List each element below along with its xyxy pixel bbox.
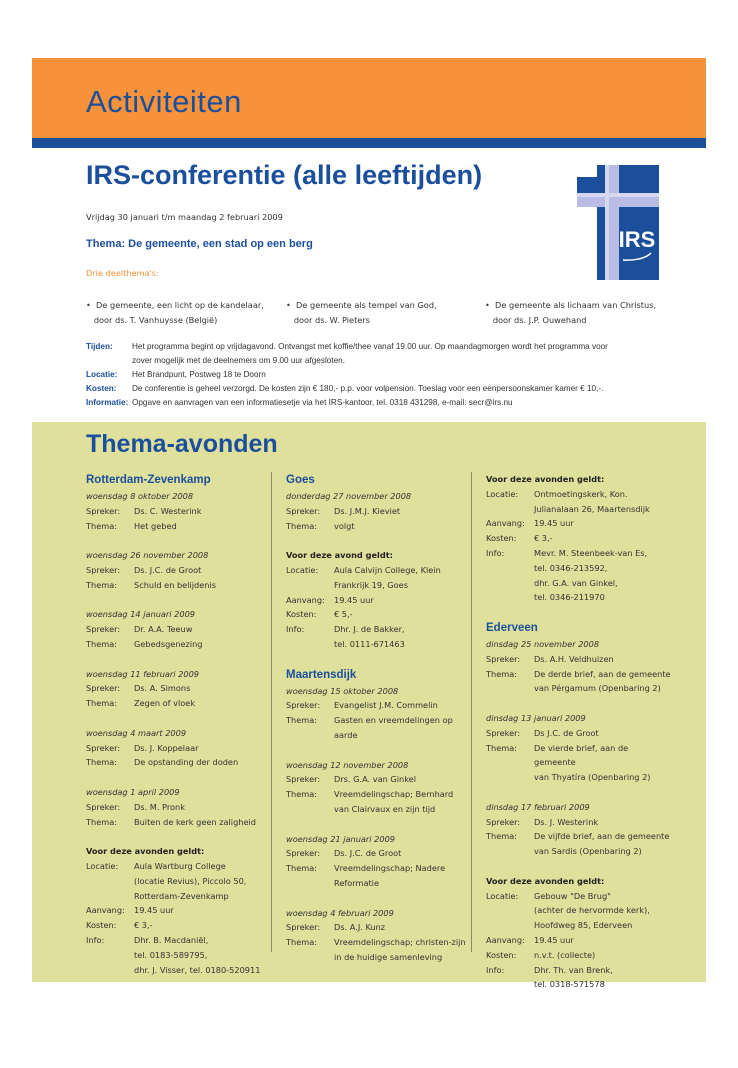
detail-row: [86, 859, 272, 903]
detail-label: Thema:: [486, 668, 517, 679]
detail-value: [134, 800, 185, 815]
subtheme-line: De gemeente als lichaam van Christus,: [495, 300, 657, 310]
detail-line: Het gebed: [134, 520, 177, 531]
detail-line: Ds. C. Westerink: [134, 505, 202, 516]
info-label: Kosten:: [86, 384, 117, 393]
detail-row: [286, 920, 472, 935]
detail-label: Aanvang:: [286, 594, 325, 605]
event-date: dinsdag 17 februari 2009: [486, 801, 590, 812]
spacer: [286, 652, 472, 667]
detail-line: van Pérgamum (Openbaring 2): [534, 683, 661, 694]
detail-value: [134, 504, 201, 519]
detail-line: in de huidige samenleving: [334, 951, 443, 962]
detail-row: [486, 667, 672, 697]
column-2: [286, 472, 472, 965]
location-heading: Ederveen: [486, 621, 538, 634]
event-date: woensdag 15 oktober 2008: [286, 685, 399, 696]
spacer: [86, 829, 272, 844]
detail-value: [334, 622, 405, 652]
detail-line: dhr. G.A. van Ginkel,: [534, 577, 618, 588]
detail-line: Vreemdelingschap; Nadere: [334, 863, 446, 874]
detail-row: [486, 829, 672, 859]
detail-row: [486, 726, 672, 741]
info-label: Informatie:: [86, 398, 129, 407]
info-label: Tijden:: [86, 342, 113, 351]
detail-line: € 3,-: [134, 920, 153, 931]
detail-line: Aula Wartburg College: [134, 860, 226, 871]
detail-row: [86, 622, 272, 637]
detail-line: 19.45 uur: [134, 905, 174, 916]
detail-row: [286, 593, 472, 608]
subtheme-line: De gemeente als tempel van God,: [296, 300, 437, 310]
detail-label: Kosten:: [286, 609, 317, 620]
detail-value: [534, 516, 574, 531]
event-date: woensdag 1 april 2009: [86, 786, 180, 797]
detail-row: [286, 861, 472, 891]
detail-label: Thema:: [286, 789, 317, 800]
detail-label: Thema:: [286, 520, 317, 531]
detail-value: [134, 696, 195, 711]
spacer: [486, 696, 672, 711]
detail-label: Thema:: [86, 579, 117, 590]
column-divider: [271, 472, 272, 952]
detail-row: [86, 696, 272, 711]
detail-value: [334, 593, 374, 608]
detail-row: [286, 504, 472, 519]
info-value: [132, 382, 603, 396]
detail-value: [134, 622, 192, 637]
detail-row: [486, 933, 672, 948]
page-title: Activiteiten: [86, 84, 242, 119]
spacer: [486, 859, 672, 874]
detail-line: De opstanding der doden: [134, 757, 239, 768]
detail-row: [286, 519, 472, 534]
detail-line: Schuld en belijdenis: [134, 579, 217, 590]
conference-title: IRS-conferentie (alle leeftijden): [86, 160, 483, 190]
detail-line: Gebouw "De Brug": [534, 890, 611, 901]
detail-row: [286, 563, 472, 593]
detail-line: Ds. J. Westerink: [534, 816, 599, 827]
detail-value: [534, 741, 672, 785]
detail-label: Spreker:: [486, 816, 521, 827]
detail-value: [134, 859, 246, 903]
detail-line: (achter de hervormde kerk),: [534, 905, 650, 916]
detail-row: [486, 741, 672, 785]
detail-label: Spreker:: [286, 700, 321, 711]
detail-row: [86, 755, 272, 770]
detail-line: Hoofdweg 85, Ederveen: [534, 920, 633, 931]
detail-line: € 5,-: [334, 609, 353, 620]
detail-line: Gasten en vreemdelingen op: [334, 715, 453, 726]
detail-value: [534, 933, 574, 948]
detail-label: Spreker:: [86, 683, 121, 694]
detail-row: [486, 531, 672, 546]
detail-label: Kosten:: [486, 533, 517, 544]
detail-value: [134, 918, 153, 933]
detail-value: [534, 829, 669, 859]
detail-label: Spreker:: [86, 505, 121, 516]
column-3: [486, 472, 672, 992]
detail-row: [286, 622, 472, 652]
subtheme-speaker: door ds. W. Pieters: [293, 315, 370, 325]
detail-row: [86, 681, 272, 696]
detail-label: Info:: [486, 547, 505, 558]
event-date: woensdag 14 januari 2009: [86, 609, 196, 620]
detail-line: volgt: [334, 520, 355, 531]
detail-row: [286, 787, 472, 817]
detail-label: Aanvang:: [86, 905, 125, 916]
detail-line: Ds. A. Simons: [134, 683, 191, 694]
detail-label: Aanvang:: [486, 934, 525, 945]
detail-label: Info:: [486, 964, 505, 975]
detail-value: [334, 563, 441, 593]
info-value: [132, 368, 266, 382]
detail-line: Drs. G.A. van Ginkel: [334, 774, 416, 785]
subtheme-speaker: door ds. T. Vanhuysse (België): [93, 315, 218, 325]
detail-row: [486, 948, 672, 963]
detail-line: Vreemdelingschap; Bernhard: [334, 789, 454, 800]
detail-label: Thema:: [86, 698, 117, 709]
detail-row: [86, 741, 272, 756]
location-heading: Maartensdijk: [286, 668, 357, 681]
detail-row: [486, 516, 672, 531]
detail-row: [486, 963, 672, 993]
detail-line: Vreemdelingschap; christen-zijn: [334, 937, 466, 948]
detail-line: Aula Calvijn College, Klein: [334, 564, 441, 575]
info-row: [86, 382, 686, 396]
detail-line: Rotterdam-Zevenkamp: [134, 890, 229, 901]
event-date: dinsdag 13 januari 2009: [486, 712, 586, 723]
spacer: [286, 891, 472, 906]
detail-line: Ds. J.C. de Groot: [334, 848, 402, 859]
detail-row: [486, 815, 672, 830]
detail-row: [486, 546, 672, 605]
detail-value: [334, 607, 353, 622]
detail-row: [86, 815, 272, 830]
subtheme-item: • De gemeente als lichaam van Christus, door ds. J.P. Ouwehand: [485, 300, 657, 325]
event-date: woensdag 26 november 2008: [86, 550, 209, 561]
detail-value: [134, 755, 238, 770]
detail-label: Spreker:: [286, 922, 321, 933]
detail-row: [486, 487, 672, 517]
detail-value: [534, 889, 650, 933]
location-heading: Rotterdam-Zevenkamp: [86, 474, 211, 486]
detail-line: van Clairvaux en zijn tijd: [334, 803, 436, 814]
detail-line: tel. 0318-571578: [534, 979, 605, 990]
detail-line: Mevr. M. Steenbeek-van Es,: [534, 547, 648, 558]
subthemes-label: Drie deelthema's:: [86, 268, 159, 278]
detail-value: [534, 963, 613, 993]
detail-label: Spreker:: [486, 727, 521, 738]
detail-value: [534, 948, 595, 963]
event-date: woensdag 11 februari 2009: [86, 668, 200, 679]
detail-value: [534, 667, 671, 697]
detail-line: 19.45 uur: [534, 518, 574, 529]
detail-label: Thema:: [86, 757, 117, 768]
detail-row: [286, 846, 472, 861]
spacer: [486, 785, 672, 800]
detail-row: [286, 935, 472, 965]
info-line: zover mogelijk met de deelnemers om 9.00 uur afgesloten.: [132, 356, 345, 365]
spacer: [286, 533, 472, 548]
detail-label: Info:: [286, 624, 305, 635]
event-date: donderdag 27 november 2008: [286, 491, 412, 501]
detail-label: Spreker:: [86, 742, 121, 753]
detail-value: [334, 519, 355, 534]
detail-line: Ds. J.M.J. Kieviet: [334, 505, 401, 516]
detail-label: Locatie:: [286, 564, 319, 575]
location-heading: Goes: [286, 474, 315, 486]
detail-line: Ds J.C. de Groot: [534, 727, 599, 738]
column-1: [86, 472, 272, 977]
detail-label: Locatie:: [486, 488, 519, 499]
detail-row: [86, 933, 272, 977]
divider-bar: [32, 138, 706, 148]
detail-label: Aanvang:: [486, 518, 525, 529]
spacer: [86, 593, 272, 608]
detail-label: Thema:: [486, 831, 517, 842]
detail-label: Locatie:: [486, 890, 519, 901]
detail-value: [334, 713, 453, 743]
info-value: [132, 340, 608, 368]
detail-line: van Thyatíra (Openbaring 2): [534, 772, 651, 783]
detail-line: De vijfde brief, aan de gemeente: [534, 831, 670, 842]
event-date: woensdag 21 januari 2009: [286, 833, 396, 844]
spacer: [86, 652, 272, 667]
detail-line: Ds. J. Koppelaar: [134, 742, 199, 753]
detail-line: Dhr. B. Macdaniël,: [134, 934, 209, 945]
theme-evenings-section: [32, 422, 706, 990]
detail-value: [134, 815, 256, 830]
detail-label: Spreker:: [486, 653, 521, 664]
event-date: woensdag 12 november 2008: [286, 759, 409, 770]
detail-row: [486, 889, 672, 933]
detail-label: Spreker:: [86, 564, 121, 575]
detail-line: Reformatie: [334, 877, 379, 888]
detail-row: [86, 918, 272, 933]
detail-value: [334, 772, 416, 787]
detail-line: Dr. A.A. Teeuw: [134, 624, 193, 635]
detail-line: € 3,-: [534, 533, 553, 544]
spacer: [286, 817, 472, 832]
detail-value: [134, 681, 190, 696]
subtheme-item: • De gemeente als tempel van God, door ds. W. Pieters: [286, 300, 437, 325]
detail-value: [334, 787, 453, 817]
info-line: De conferentie is geheel verzorgd. De kosten zijn € 180,- p.p. voor volpension. Toeslag voor een eenpersoonskamer kamer € 10,-.: [132, 384, 604, 393]
detail-label: Thema:: [86, 638, 117, 649]
detail-line: Ontmoetingskerk, Kon.: [534, 488, 628, 499]
detail-label: Spreker:: [286, 848, 321, 859]
info-line: Het programma begint op vrijdagavond. Ontvangst met koffie/thee vanaf 19.00 uur. Op maandagmorgen wordt het programma voor: [132, 342, 608, 351]
detail-value: [534, 487, 650, 517]
detail-line: Dhr. J. de Bakker,: [334, 624, 405, 635]
detail-line: Gebedsgenezing: [134, 638, 203, 649]
section-title: Thema-avonden: [86, 430, 278, 458]
info-row: [86, 368, 686, 382]
detail-line: De vierde brief, aan de gemeente: [534, 742, 629, 768]
detail-line: Frankrijk 19, Goes: [334, 579, 408, 590]
header-banner: [32, 58, 706, 138]
detail-line: Dhr. Th. van Brenk,: [534, 964, 613, 975]
detail-label: Thema:: [86, 520, 117, 531]
detail-row: [86, 578, 272, 593]
detail-row: [86, 637, 272, 652]
detail-line: Buiten de kerk geen zaligheid: [134, 816, 256, 827]
info-line: Opgave en aanvragen van een informatiesetje via het IRS-kantoor, tel. 0318 431298, e-mail: secr@irs.nu: [132, 398, 513, 407]
detail-line: dhr. J. Visser, tel. 0180-520911: [134, 964, 261, 975]
detail-label: Spreker:: [86, 624, 121, 635]
detail-label: Kosten:: [86, 920, 117, 931]
detail-line: Julianalaan 26, Maartensdijk: [534, 503, 650, 514]
logo-text: IRS: [618, 227, 656, 252]
info-label: Locatie:: [86, 370, 118, 379]
column-divider: [471, 472, 472, 952]
subheading: Voor deze avond geldt:: [286, 550, 393, 561]
spacer: [86, 533, 272, 548]
detail-label: Thema:: [286, 863, 317, 874]
detail-line: Ds. A.H. Veldhuizen: [534, 653, 614, 664]
subtheme-speaker: door ds. J.P. Ouwehand: [492, 315, 587, 325]
subtheme-item: • De gemeente, een licht op de kandelaar, door ds. T. Vanhuysse (België): [86, 300, 264, 325]
detail-line: n.v.t. (collecte): [534, 949, 596, 960]
detail-line: tel. 0346-213592,: [534, 562, 608, 573]
detail-line: aarde: [334, 729, 358, 740]
detail-row: [286, 772, 472, 787]
detail-line: 19.45 uur: [334, 594, 374, 605]
event-date: dinsdag 25 november 2008: [486, 638, 600, 649]
detail-value: [334, 935, 466, 965]
detail-value: [334, 698, 438, 713]
detail-value: [334, 920, 385, 935]
detail-row: [286, 698, 472, 713]
conference-info: [86, 340, 686, 410]
detail-label: Thema:: [286, 715, 317, 726]
detail-value: [134, 578, 216, 593]
detail-value: [334, 504, 400, 519]
event-date: woensdag 4 februari 2009: [286, 907, 394, 918]
detail-value: [534, 815, 598, 830]
info-line: Het Brandpunt, Postweg 18 te Doorn: [132, 370, 266, 379]
detail-row: [86, 504, 272, 519]
detail-label: Locatie:: [86, 860, 119, 871]
detail-value: [134, 563, 201, 578]
detail-value: [534, 726, 599, 741]
detail-label: Spreker:: [286, 774, 321, 785]
detail-value: [134, 519, 177, 534]
info-row: [86, 396, 686, 410]
detail-label: Thema:: [86, 816, 117, 827]
conference-date: Vrijdag 30 januari t/m maandag 2 februari 2009: [86, 212, 283, 222]
spacer: [486, 605, 672, 620]
subheading: Voor deze avonden geldt:: [486, 875, 605, 886]
detail-line: (locatie Revius), Piccolo 50,: [134, 875, 247, 886]
spacer: [86, 770, 272, 785]
detail-value: [134, 637, 203, 652]
detail-label: Spreker:: [86, 801, 121, 812]
detail-line: tel. 0111-671463: [334, 638, 405, 649]
spacer: [86, 711, 272, 726]
info-row: [86, 340, 686, 368]
detail-line: Ds. M. Pronk: [134, 801, 185, 812]
detail-value: [534, 652, 614, 667]
detail-line: tel. 0183-589795,: [134, 949, 208, 960]
event-date: woensdag 4 maart 2009: [86, 727, 187, 738]
event-date: woensdag 8 oktober 2008: [86, 491, 194, 501]
detail-row: [486, 652, 672, 667]
detail-line: Ds. J.C. de Groot: [134, 564, 202, 575]
detail-value: [334, 846, 401, 861]
detail-value: [334, 861, 445, 891]
detail-row: [86, 519, 272, 534]
detail-line: 19.45 uur: [534, 934, 574, 945]
subheading: Voor deze avonden geldt:: [86, 846, 205, 857]
detail-row: [86, 800, 272, 815]
detail-line: Ds. A.J. Kunz: [334, 922, 386, 933]
irs-cross-logo: [577, 165, 659, 280]
detail-label: Spreker:: [286, 505, 321, 516]
detail-value: [134, 741, 198, 756]
detail-row: [286, 607, 472, 622]
spacer: [286, 743, 472, 758]
conference-theme: Thema: De gemeente, een stad op een berg: [86, 238, 313, 250]
detail-row: [86, 563, 272, 578]
detail-value: [134, 933, 260, 977]
detail-label: Thema:: [286, 937, 317, 948]
subtheme-line: De gemeente, een licht op de kandelaar,: [96, 300, 264, 310]
detail-label: Kosten:: [486, 949, 517, 960]
detail-value: [534, 546, 647, 605]
detail-line: van Sardis (Openbaring 2): [534, 846, 642, 857]
detail-line: Zegen of vloek: [134, 698, 196, 709]
detail-value: [134, 903, 174, 918]
detail-row: [86, 903, 272, 918]
detail-row: [286, 713, 472, 743]
detail-line: De derde brief, aan de gemeente: [534, 668, 671, 679]
detail-line: tel. 0346-211970: [534, 592, 605, 603]
subheading: Voor deze avonden geldt:: [486, 474, 605, 484]
info-value: [132, 396, 513, 410]
detail-label: Thema:: [486, 742, 517, 753]
detail-line: Evangelist J.M. Commelin: [334, 700, 438, 711]
detail-value: [534, 531, 553, 546]
detail-label: Info:: [86, 934, 105, 945]
